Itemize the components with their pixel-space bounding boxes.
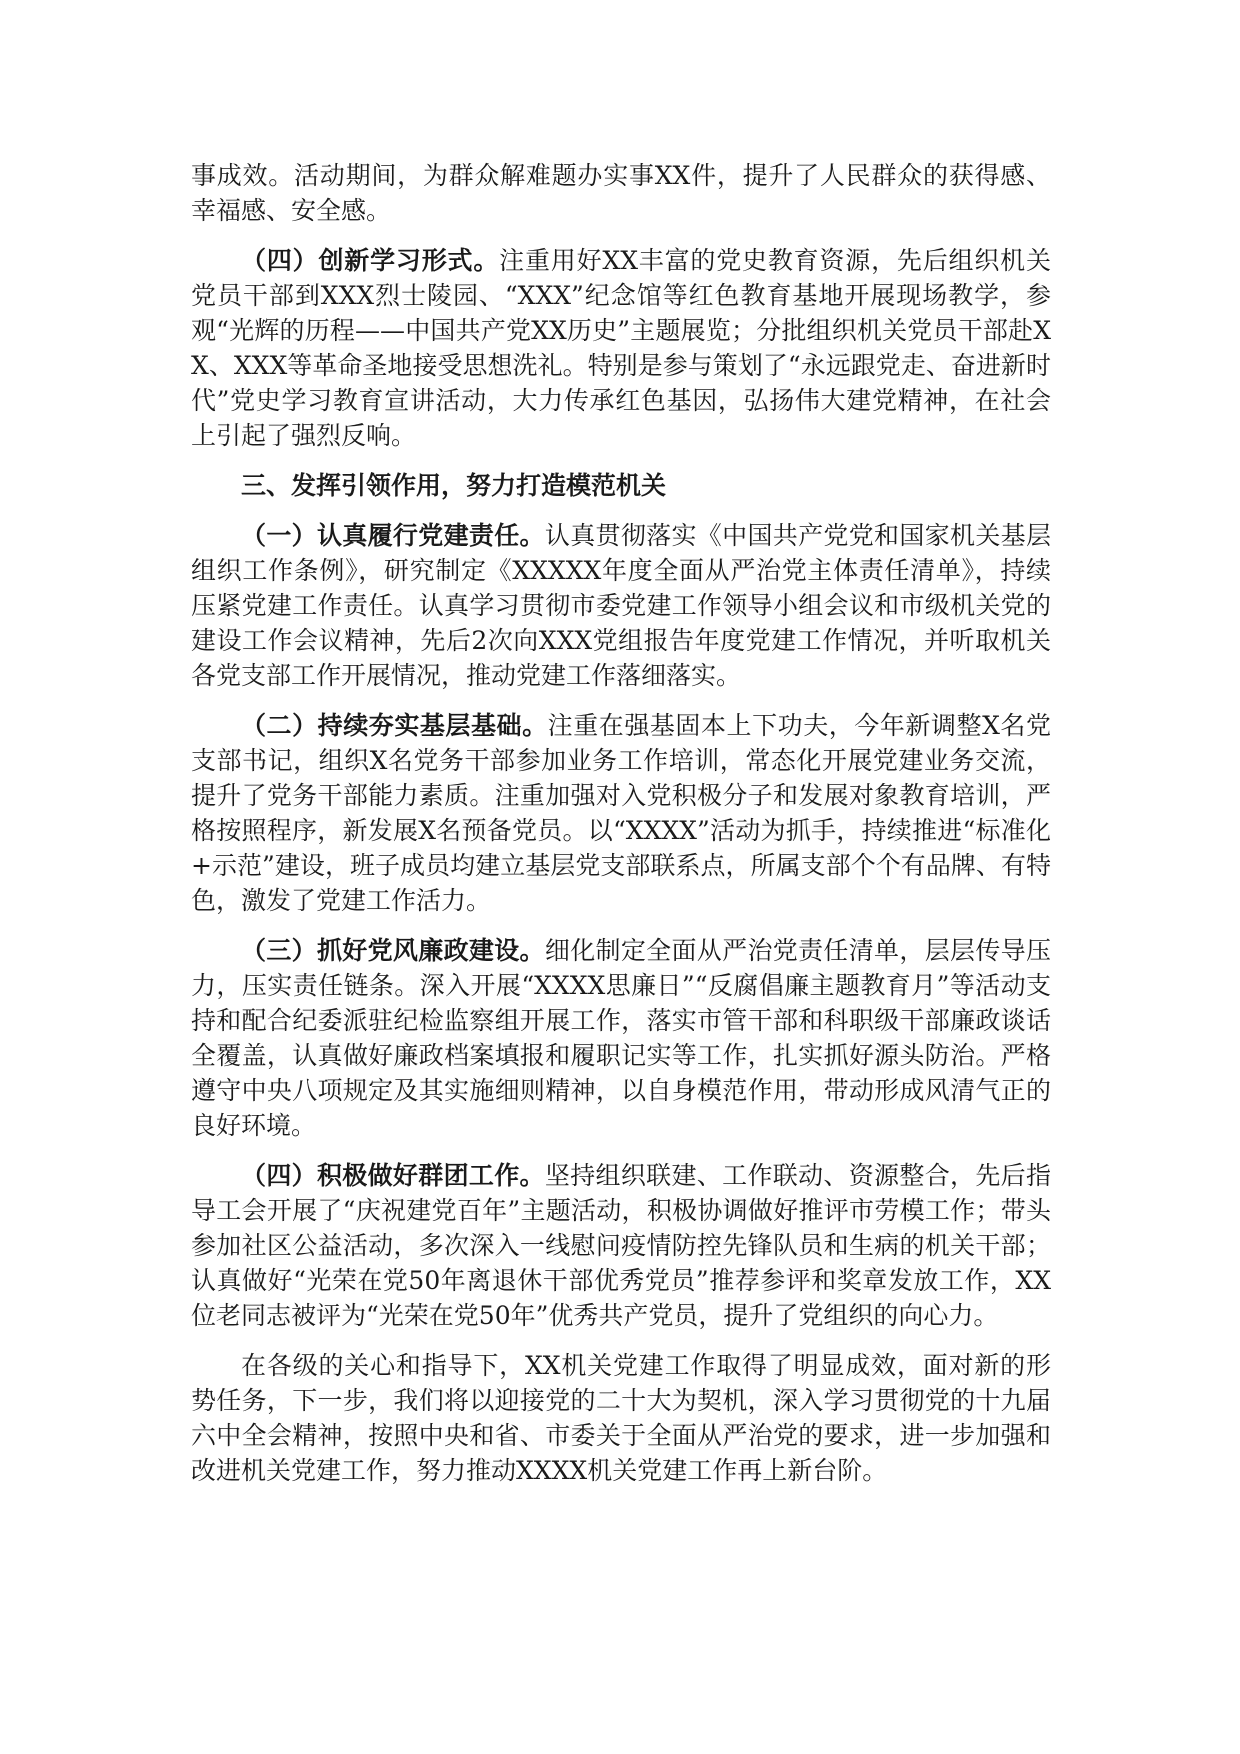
- section-heading: 三、发挥引领作用，努力打造模范机关: [241, 471, 667, 500]
- paragraph-integrity-building: [191, 933, 1051, 1143]
- paragraph-text: 注重用好XX丰富的党史教育资源，先后组织机关党员干部到XXX烈士陵园、“XXX”纪念馆等红色教育基地开展现场教学，参观“光辉的历程——中国共产党XX历史”主题展览；分批组织机关党员干部赴XX、XXX等革命圣地接受思想洗礼。特别是参与策划了“永远跟党走、奋进新时代”党史学习教育宣讲活动，大力传承红色基因，弘扬伟大建党精神，在社会上引起了强烈反响。: [191, 246, 1051, 450]
- paragraph-text: 认真贯彻落实《中国共产党党和国家机关基层组织工作条例》，研究制定《XXXXX年度全面从严治党主体责任清单》，持续压紧党建工作责任。认真学习贯彻市委党建工作领导小组会议和市级机关党的建设工作会议精神，先后2次向XXX党组报告年度党建工作情况，并听取机关各党支部工作开展情况，推动党建工作落细落实。: [191, 521, 1051, 690]
- paragraph-lead: （三）抓好党风廉政建设。: [241, 936, 545, 965]
- paragraph-lead: （四）积极做好群团工作。: [241, 1161, 545, 1190]
- paragraph-lead: （二）持续夯实基层基础。: [241, 711, 548, 740]
- paragraph-text: 在各级的关心和指导下，XX机关党建工作取得了明显成效，面对新的形势任务，下一步，我们将以迎接党的二十大为契机，深入学习贯彻党的十九届六中全会精神，按照中央和省、市委关于全面从严治党的要求，进一步加强和改进机关党建工作，努力推动XXXX机关党建工作再上新台阶。: [191, 1351, 1051, 1485]
- paragraph-grassroots-foundation: [191, 708, 1051, 918]
- paragraph-text: 细化制定全面从严治党责任清单，层层传导压力，压实责任链条。深入开展“XXXX思廉日”“反腐倡廉主题教育月”等活动支持和配合纪委派驻纪检监察组开展工作，落实市管干部和科职级干部廉政谈话全覆盖，认真做好廉政档案填报和履职记实等工作，扎实抓好源头防治。严格遵守中央八项规定及其实施细则精神，以自身模范作用，带动形成风清气正的良好环境。: [191, 936, 1051, 1140]
- paragraph-text: 注重在强基固本上下功夫，今年新调整X名党支部书记，组织X名党务干部参加业务工作培训，常态化开展党建业务交流，提升了党务干部能力素质。注重加强对入党积极分子和发展对象教育培训，严格按照程序，新发展X名预备党员。以“XXXX”活动为抓手，持续推进“标准化+示范”建设，班子成员均建立基层党支部联系点，所属支部个个有品牌、有特色，激发了党建工作活力。: [191, 711, 1051, 915]
- paragraph-continuation: [191, 158, 1051, 228]
- paragraph-mass-organizations: [191, 1158, 1051, 1333]
- paragraph-lead: （四）创新学习形式。: [241, 246, 500, 275]
- paragraph-innovate-learning: [191, 243, 1051, 453]
- paragraph-text: 坚持组织联建、工作联动、资源整合，先后指导工会开展了“庆祝建党百年”主题活动，积极协调做好推评市劳模工作；带头参加社区公益活动，多次深入一线慰问疫情防控先锋队员和生病的机关干部；认真做好“光荣在党50年离退休干部优秀党员”推荐参评和奖章发放工作，XX位老同志被评为“光荣在党50年”优秀共产党员，提升了党组织的向心力。: [191, 1161, 1051, 1330]
- paragraph-text: 事成效。活动期间，为群众解难题办实事XX件，提升了人民群众的获得感、幸福感、安全感。: [191, 161, 1051, 225]
- paragraph-conclusion: [191, 1348, 1051, 1488]
- document-body: [191, 158, 1051, 1503]
- paragraph-party-responsibility: [191, 518, 1051, 693]
- paragraph-lead: （一）认真履行党建责任。: [241, 521, 545, 550]
